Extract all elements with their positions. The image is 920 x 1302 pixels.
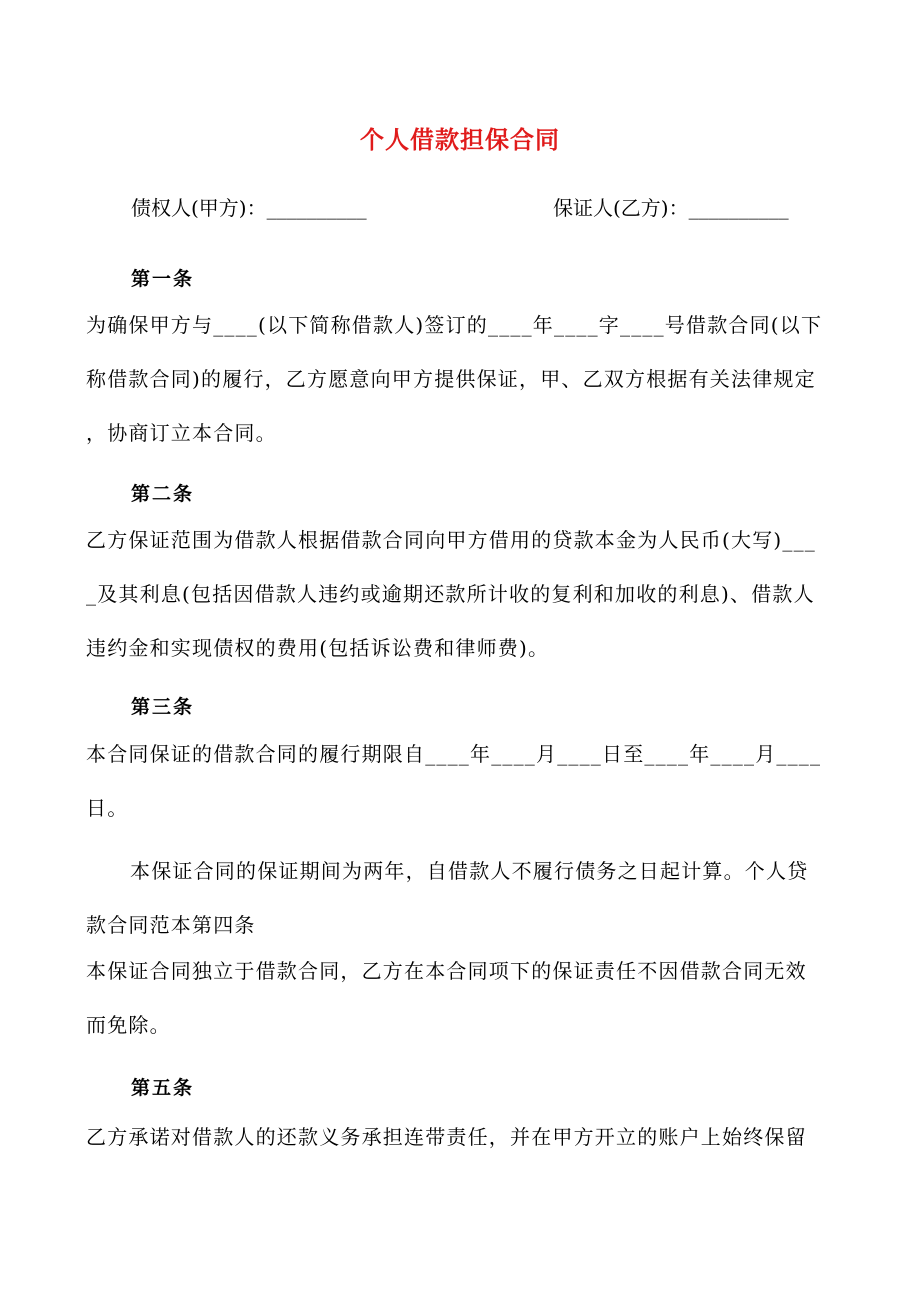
- article-1-line: 称借款合同)的履行，乙方愿意向甲方提供保证，甲、乙双方根据有关法律规定: [86, 367, 816, 391]
- article-5-line: 乙方承诺对借款人的还款义务承担连带责任，并在甲方开立的账户上始终保留: [86, 1125, 807, 1149]
- article-1-body: [86, 298, 834, 460]
- article-2-body: [86, 513, 834, 675]
- guarantee-period-line: 款合同范本第四条: [86, 913, 256, 937]
- article-3-body: [86, 727, 834, 835]
- party-b-field: 保证人(乙方)：__________: [553, 196, 789, 220]
- article-1-line: ，协商订立本合同。: [86, 421, 277, 445]
- article-5-heading: 第五条: [131, 1077, 195, 1099]
- article-3-line: 本合同保证的借款合同的履行期限自____年____月____日至____年____月____: [86, 742, 822, 766]
- party-a-field: 债权人(甲方)：__________: [131, 196, 367, 220]
- article-4-line: 本保证合同独立于借款合同，乙方在本合同项下的保证责任不因借款合同无效: [86, 959, 807, 983]
- article-1-heading: 第一条: [131, 268, 195, 290]
- article-3-heading: 第三条: [131, 696, 195, 718]
- article-2-line: 违约金和实现债权的费用(包括诉讼费和律师费)。: [86, 636, 550, 660]
- article-4-body: [86, 944, 834, 1052]
- document-title: 个人借款担保合同: [360, 126, 560, 154]
- article-2-line: _及其利息(包括因借款人违约或逾期还款所计收的复利和加收的利息)、借款人: [86, 582, 815, 606]
- article-1-line: 为确保甲方与____(以下简称借款人)签订的____年____字____号借款合同(以下: [86, 313, 823, 337]
- article-5-body: [86, 1110, 834, 1164]
- parties-row: [131, 193, 831, 223]
- article-2-line: 乙方保证范围为借款人根据借款合同向甲方借用的贷款本金为人民币(大写)___: [86, 528, 817, 552]
- guarantee-period-body: [86, 844, 834, 952]
- article-2-heading: 第二条: [131, 483, 195, 505]
- guarantee-period-line: 本保证合同的保证期间为两年，自借款人不履行债务之日起计算。个人贷: [130, 859, 809, 883]
- article-3-line: 日。: [86, 796, 129, 820]
- article-4-line: 而免除。: [86, 1013, 171, 1037]
